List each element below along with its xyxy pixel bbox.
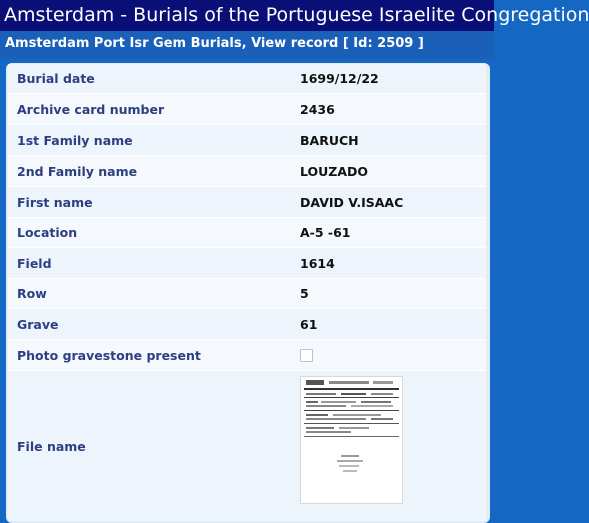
field-value: A-5 -61 xyxy=(300,225,351,240)
field-row-photo-gravestone xyxy=(8,340,486,371)
field-row-2nd-family-name xyxy=(8,156,486,187)
field-value: BARUCH xyxy=(300,132,359,148)
field-label: Photo gravestone present xyxy=(17,347,201,363)
field-value: 5 xyxy=(300,286,309,301)
page-title: Amsterdam - Burials of the Portuguese Israelite Congregation xyxy=(0,0,494,31)
field-label: 2nd Family name xyxy=(17,163,138,179)
field-label: Burial date xyxy=(17,71,95,86)
field-value: 1614 xyxy=(300,255,335,271)
field-value: 2436 xyxy=(300,101,335,117)
field-label: Location xyxy=(17,225,78,240)
field-row-grave xyxy=(8,309,486,340)
field-row-first-name xyxy=(8,187,486,218)
archive-card-scan-image xyxy=(301,377,402,503)
field-value: LOUZADO xyxy=(300,163,369,179)
field-value: 61 xyxy=(300,316,318,332)
field-value: 1699/12/22 xyxy=(300,71,379,86)
field-label: Row xyxy=(17,286,47,301)
field-label: Field xyxy=(17,255,52,271)
photo-gravestone-checkbox[interactable] xyxy=(300,349,313,362)
field-label: File name xyxy=(17,438,86,454)
field-label: 1st Family name xyxy=(17,132,133,148)
field-row-archive-card-number xyxy=(8,94,486,125)
record-panel xyxy=(6,63,490,523)
field-label: First name xyxy=(17,194,93,210)
field-row-file-name xyxy=(8,371,486,521)
field-row-1st-family-name xyxy=(8,125,486,156)
record-header: Amsterdam Port Isr Gem Burials, View record [ Id: 2509 ] xyxy=(0,31,494,59)
field-row-field xyxy=(8,248,486,279)
field-row-row xyxy=(8,279,486,309)
photo-gravestone-checkbox-cell xyxy=(300,340,313,370)
field-row-location xyxy=(8,218,486,248)
archive-card-thumbnail[interactable] xyxy=(300,376,403,504)
field-row-burial-date xyxy=(8,64,486,94)
field-value: DAVID V.ISAAC xyxy=(300,194,404,210)
field-label: Grave xyxy=(17,316,59,332)
field-label: Archive card number xyxy=(17,101,165,117)
